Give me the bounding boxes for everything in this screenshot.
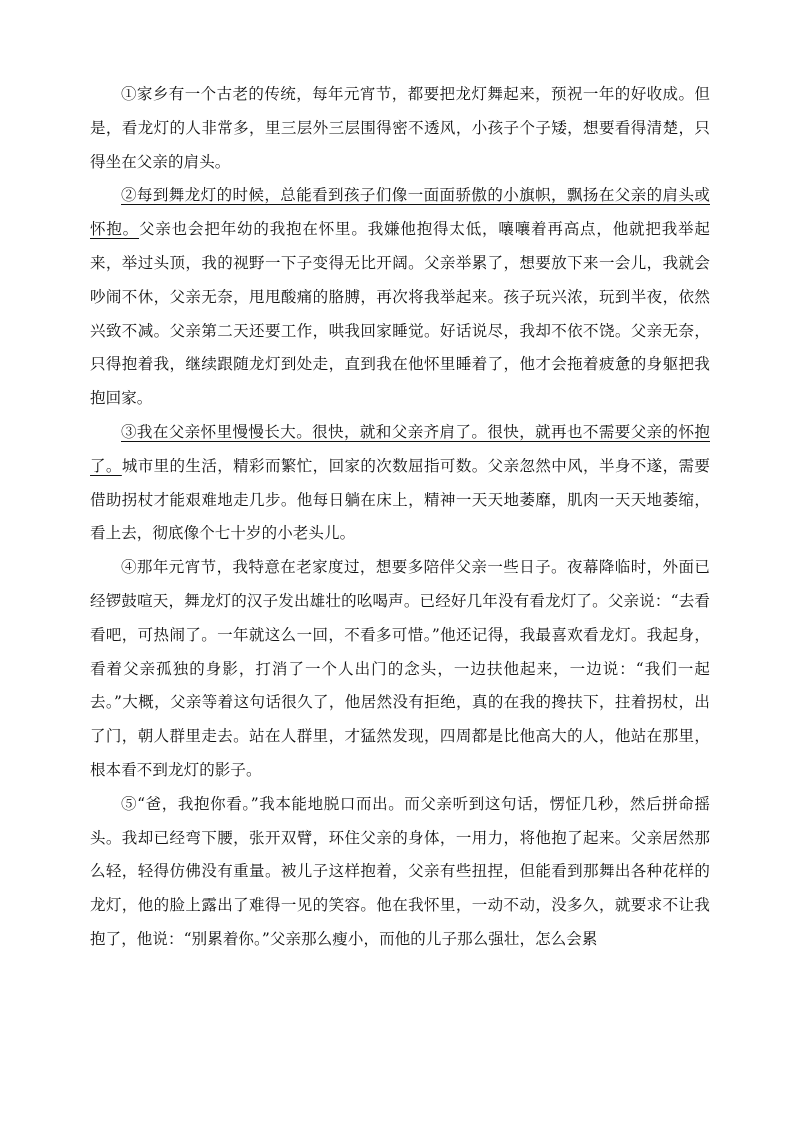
paragraph-1-text: ①家乡有一个古老的传统，每年元宵节，都要把龙灯舞起来，预祝一年的好收成。但是，看龙灯的人非常多，里三层外三层围得密不透风，小孩子个子矮，想要看得清楚，只得坐在父亲的肩头。 — [90, 85, 710, 171]
paragraph-5 — [90, 788, 710, 957]
paragraph-2-text: 父亲也会把年幼的我抱在怀里。我嫌他抱得太低，嚷嚷着再高点，他就把我举起来，举过头顶，我的视野一下子变得无比开阔。父亲举累了，想要放下来一会儿，我就会吵闹不休，父亲无奈，甩甩酸痛的胳膊，再次将我举起来。孩子玩兴浓，玩到半夜，依然兴致不减。父亲第二天还要工作，哄我回家睡觉。好话说尽，我却不依不饶。父亲无奈，只得抱着我，继续跟随龙灯到处走，直到我在他怀里睡着了，他才会拖着疲惫的身躯把我抱回家。 — [90, 220, 710, 408]
paragraph-5-text: ⑤“爸，我抱你看。”我本能地脱口而出。而父亲听到这句话，愣怔几秒，然后拼命摇头。我却已经弯下腰，张开双臂，环住父亲的身体，一用力，将他抱了起来。父亲居然那么轻，轻得仿佛没有重量。被儿子这样抱着，父亲有些扭捏，但能看到那舞出各种花样的龙灯，他的脸上露出了难得一见的笑容。他在我怀里，一动不动，没多久，就要求不让我抱了，他说：“别累着你。”父亲那么瘦小，而他的儿子那么强壮，怎么会累 — [90, 794, 710, 948]
paragraph-4-text: ④那年元宵节，我特意在老家度过，想要多陪伴父亲一些日子。夜幕降临时，外面已经锣鼓喧天，舞龙灯的汉子发出雄壮的吆喝声。已经好几年没有看龙灯了。父亲说：“去看看吧，可热闹了。一年就这么一回，不看多可惜。”他还记得，我最喜欢看龙灯。我起身，看着父亲孤独的身影，打消了一个人出门的念头，一边扶他起来，一边说：“我们一起去。”大概，父亲等着这句话很久了，他居然没有拒绝，真的在我的搀扶下，拄着拐杖，出了门，朝人群里走去。站在人群里，才猛然发现，四周都是比他高大的人，他站在那里，根本看不到龙灯的影子。 — [90, 558, 710, 779]
paragraph-3-underlined-sentence: ③我在父亲怀里慢慢长大。很快，就和父亲齐肩了。很快，就再也不需要父亲的怀抱了。 — [90, 422, 710, 475]
paragraph-2 — [90, 179, 710, 416]
paragraph-4 — [90, 551, 710, 788]
paragraph-1 — [90, 78, 710, 179]
article-body — [90, 78, 710, 957]
paragraph-3 — [90, 416, 710, 551]
paragraph-3-text: 城市里的生活，精彩而繁忙，回家的次数屈指可数。父亲忽然中风，半身不遂，需要借助拐杖才能艰难地走几步。他每日躺在床上，精神一天天地萎靡，肌肉一天天地萎缩，看上去，彻底像个七十岁的小老头儿。 — [90, 456, 710, 543]
paragraph-2-underlined-sentence: ②每到舞龙灯的时候，总能看到孩子们像一面面骄傲的小旗帜，飘扬在父亲的肩头或怀抱。 — [90, 186, 710, 239]
